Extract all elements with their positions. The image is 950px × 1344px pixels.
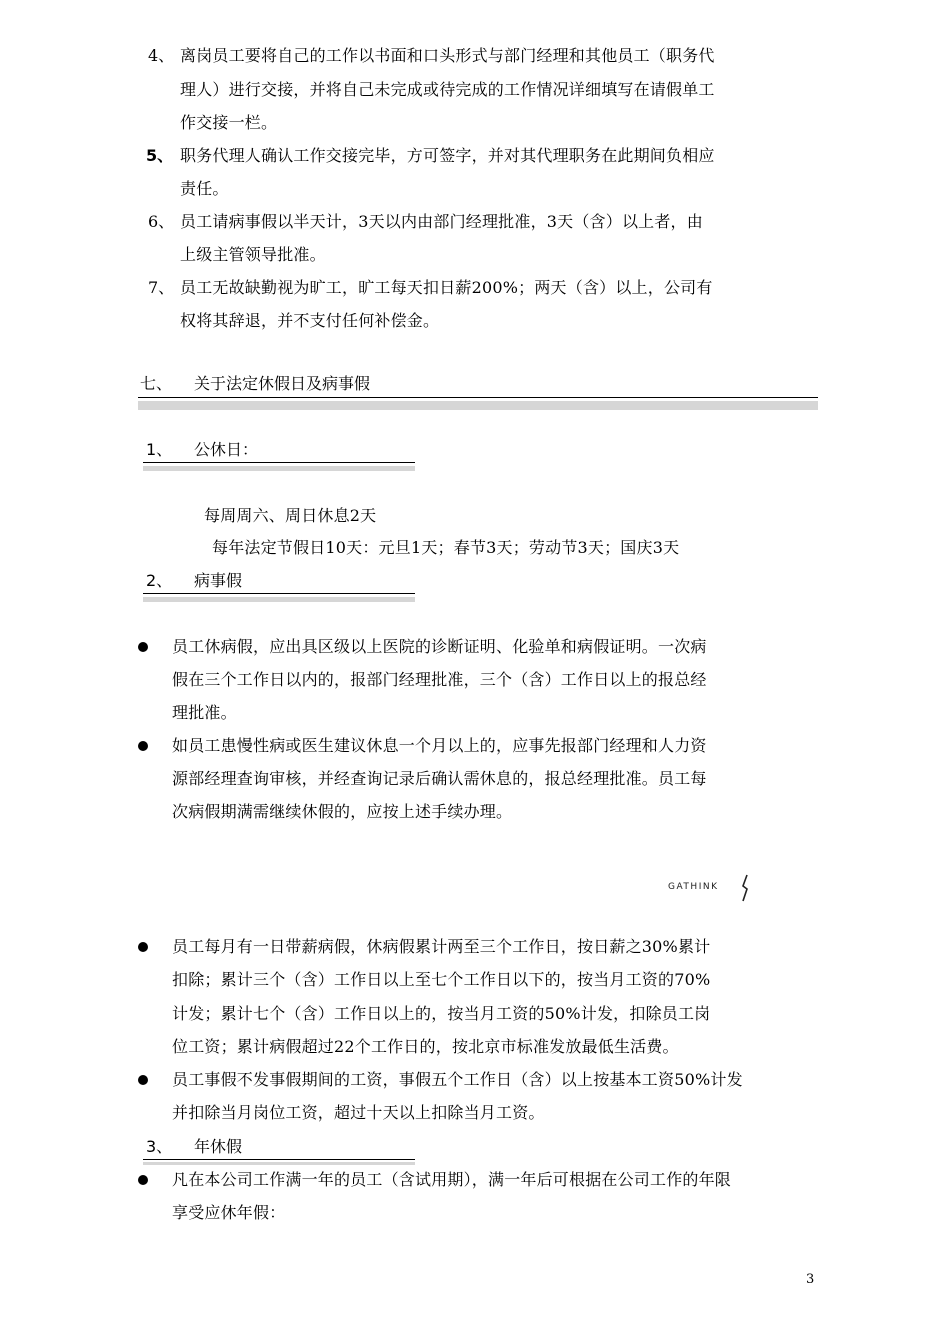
item-text-line: 理人）进行交接，并将自己未完成或待完成的工作情况详细填写在请假单工	[180, 80, 715, 99]
item-text-line: 责任。	[180, 179, 229, 198]
subsection-shade	[143, 1162, 415, 1165]
subsection-shade	[143, 466, 415, 471]
item-number: 5、	[146, 146, 174, 165]
item-text-line: 职务代理人确认工作交接完毕，方可签字，并对其代理职务在此期间负相应	[180, 146, 715, 165]
subsection-title: 公休日：	[194, 440, 259, 459]
bullet-text-line: 位工资；累计病假超过22个工作日的，按北京市标准发放最低生活费。	[172, 1037, 679, 1056]
item-number: 4、	[148, 46, 175, 65]
section-shade	[138, 401, 818, 410]
bullet-text-line: 理批准。	[172, 703, 237, 722]
item-text-line: 上级主管领导批准。	[180, 245, 326, 264]
logo-text: GATHINK	[668, 882, 719, 892]
page-number: 3	[806, 1272, 815, 1287]
bullet-icon	[138, 1075, 148, 1085]
subsection-rule	[143, 593, 415, 594]
bullet-text-line: 员工每月有一日带薪病假，休病假累计两至三个工作日，按日薪之30%累计	[172, 937, 711, 956]
subsection-number: 3、	[146, 1137, 173, 1156]
bullet-text-line: 次病假期满需继续休假的，应按上述手续办理。	[172, 802, 513, 821]
holiday-weekly: 每周周六、周日休息2天	[204, 506, 377, 525]
bullet-text-line: 扣除；累计三个（含）工作日以上至七个工作日以下的，按当月工资的70%	[172, 970, 711, 989]
subsection-rule	[143, 1159, 415, 1160]
section-rule	[138, 397, 818, 398]
bullet-icon	[138, 642, 148, 652]
bullet-icon	[138, 741, 148, 751]
subsection-number: 2、	[146, 571, 173, 590]
item-text-line: 作交接一栏。	[180, 113, 278, 132]
section-title: 关于法定休假日及病事假	[194, 374, 371, 393]
section-number: 七、	[140, 374, 173, 393]
bullet-icon	[138, 942, 148, 952]
bullet-text-line: 并扣除当月岗位工资，超过十天以上扣除当月工资。	[172, 1103, 545, 1122]
bullet-text-line: 计发；累计七个（含）工作日以上的，按当月工资的50%计发，扣除员工岗	[172, 1004, 711, 1023]
bullet-text-line: 如员工患慢性病或医生建议休息一个月以上的，应事先报部门经理和人力资	[172, 736, 707, 755]
item-text-line: 离岗员工要将自己的工作以书面和口头形式与部门经理和其他员工（职务代	[180, 46, 715, 65]
item-text-line: 权将其辞退，并不支付任何补偿金。	[180, 311, 440, 330]
bullet-icon	[138, 1175, 148, 1185]
bullet-text-line: 假在三个工作日以内的，报部门经理批准，三个（含）工作日以上的报总经	[172, 670, 707, 689]
subsection-number: 1、	[146, 440, 173, 459]
bullet-text-line: 员工事假不发事假期间的工资，事假五个工作日（含）以上按基本工资50%计发	[172, 1070, 743, 1089]
subsection-title: 年休假	[194, 1137, 243, 1156]
item-number: 6、	[148, 212, 175, 231]
bullet-text-line: 源部经理查询审核，并经查询记录后确认需休息的，报总经理批准。员工每	[172, 769, 707, 788]
item-text-line: 员工请病事假以半天计，3天以内由部门经理批准，3天（含）以上者，由	[180, 212, 703, 231]
subsection-rule	[143, 462, 415, 463]
subsection-title: 病事假	[194, 571, 243, 590]
item-number: 7、	[148, 278, 175, 297]
subsection-shade	[143, 597, 415, 602]
holiday-statutory: 每年法定节假日10天：元旦1天；春节3天；劳动节3天；国庆3天	[212, 538, 680, 557]
bullet-text-line: 员工休病假，应出具区级以上医院的诊断证明、化验单和病假证明。一次病	[172, 637, 707, 656]
bullet-text-line: 凡在本公司工作满一年的员工（含试用期），满一年后可根据在公司工作的年限	[172, 1170, 732, 1189]
bullet-text-line: 享受应休年假：	[172, 1203, 286, 1222]
logo-mark-icon	[738, 874, 752, 902]
item-text-line: 员工无故缺勤视为旷工，旷工每天扣日薪200%；两天（含）以上，公司有	[180, 278, 713, 297]
